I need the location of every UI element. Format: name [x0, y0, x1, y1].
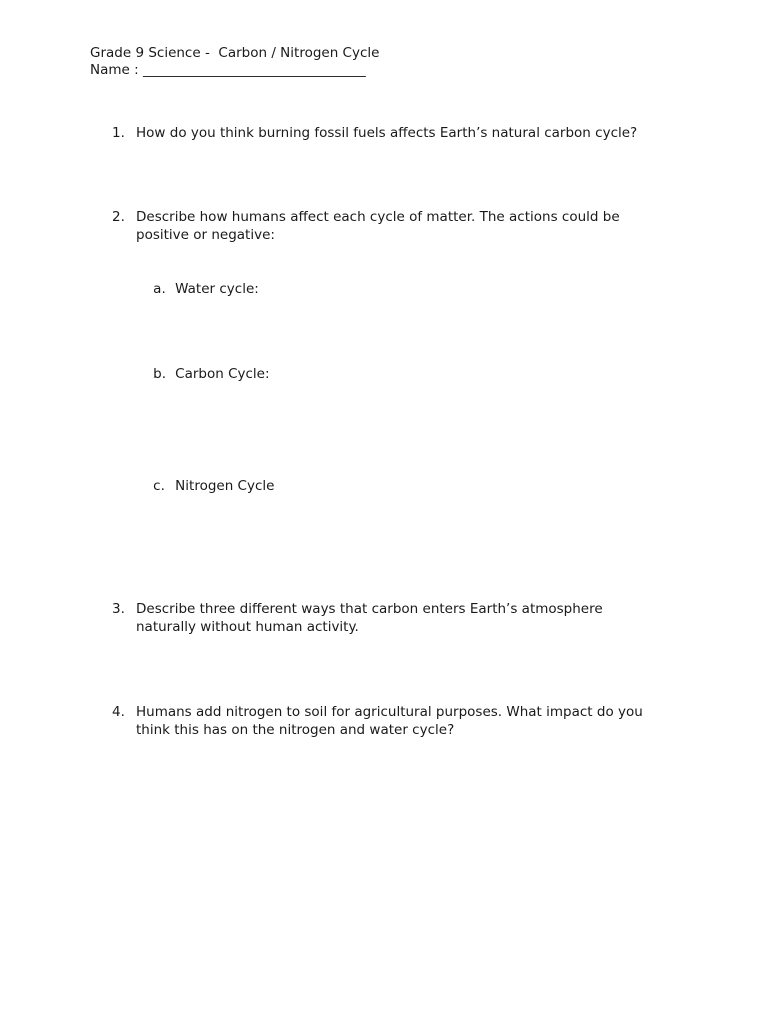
question-text: Describe how humans affect each cycle of matter. The actions could be positive or negative:: [136, 209, 620, 243]
question-2-part-a: [136, 262, 259, 316]
question-text: Describe three different ways that carbon enters Earth’s atmosphere naturally without human activity.: [136, 601, 603, 635]
part-letter: b.: [153, 366, 167, 382]
question-1: [112, 124, 672, 142]
worksheet-title: Grade 9 Science - Carbon / Nitrogen Cycle: [90, 45, 380, 61]
part-text: Water cycle:: [175, 281, 259, 297]
question-2-part-c: [136, 459, 274, 513]
part-letter: a.: [153, 281, 166, 297]
question-3: [112, 600, 632, 636]
question-2-part-b: [136, 347, 270, 401]
question-text: Humans add nitrogen to soil for agricultural purposes. What impact do you think this has on the nitrogen and water cycle?: [136, 704, 643, 738]
question-4: [112, 703, 672, 739]
question-number: 1.: [112, 125, 125, 141]
question-number: 2.: [112, 209, 125, 225]
name-field-line: Name : _________________________________: [90, 62, 366, 78]
part-letter: c.: [153, 478, 165, 494]
part-text: Nitrogen Cycle: [175, 478, 275, 494]
question-2: [112, 208, 652, 244]
part-text: Carbon Cycle:: [175, 366, 270, 382]
question-number: 3.: [112, 601, 125, 617]
question-number: 4.: [112, 704, 125, 720]
question-text: How do you think burning fossil fuels affects Earth’s natural carbon cycle?: [136, 125, 638, 141]
